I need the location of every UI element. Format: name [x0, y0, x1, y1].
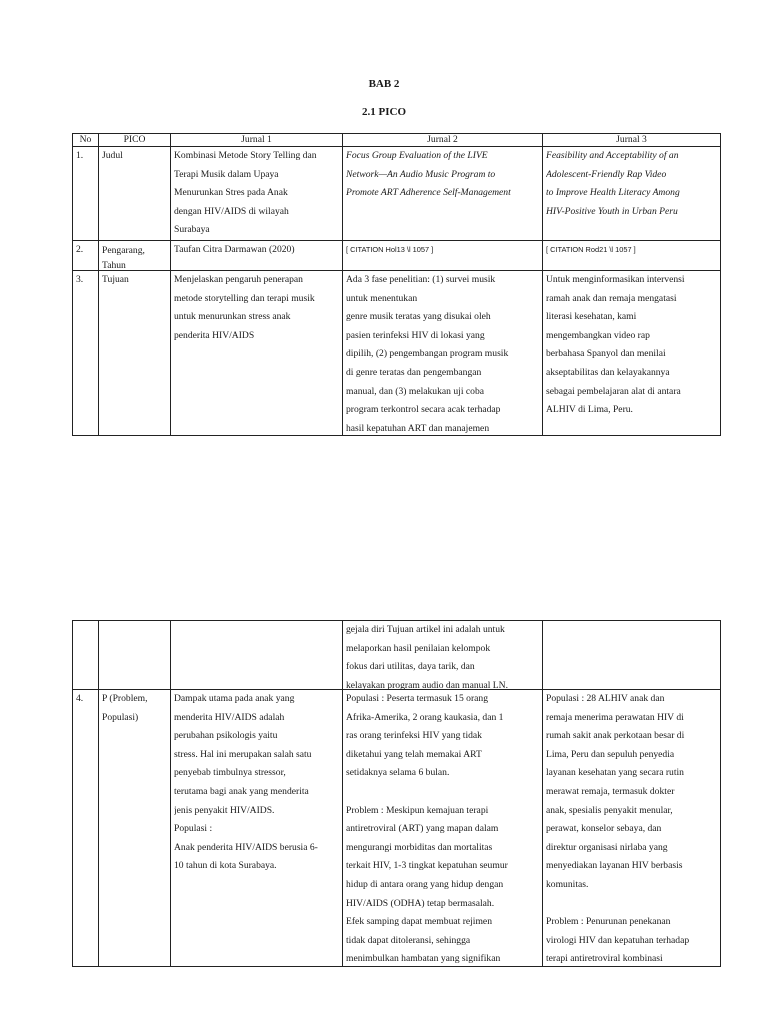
jurnal-1-author: Taufan Citra Darmawan (2020) — [174, 243, 295, 255]
pico-table — [72, 133, 721, 436]
pico-table-continued — [72, 620, 721, 967]
jurnal-3-tujuan: Untuk menginformasikan intervensi ramah anak dan remaja mengatasi literasi kesehatan, kami mengembangkan video rap berbahasa Spanyol dan menilai akseptabilitas dan kelayakannya sebagai pembelajaran alat di antara ALHIV di Lima, Peru. — [546, 273, 685, 416]
row-pico-label: P (Problem, Populasi) — [102, 693, 148, 723]
row-pico-label: Judul — [102, 150, 123, 161]
jurnal-2-continued: gejala diri Tujuan artikel ini adalah untuk melaporkan hasil penilaian kelompok fokus dari utilitas, daya tarik, dan kelayakan program audio dan manual LN. — [346, 624, 508, 689]
jurnal-1-problem-populasi: Dampak utama pada anak yang menderita HIV/AIDS adalah perubahan psikologis yaitu stress. Hal ini merupakan salah satu penyebab timbulnya stressor, terutama bagi anak yang menderita jenis penyakit HIV/AIDS. Populasi : Anak penderita HIV/AIDS berusia 6- 10 tahun di kota Surabaya. — [174, 693, 318, 872]
jurnal-2-citation: [ CITATION Hol13 \l 1057 ] — [346, 244, 434, 254]
row-number: 2. — [76, 243, 84, 255]
header-jurnal-3: Jurnal 3 — [543, 134, 721, 147]
section-heading: 2.1 PICO — [362, 106, 406, 118]
table-row-judul — [73, 147, 721, 241]
table-row-tujuan — [73, 270, 721, 435]
row-number: 3. — [76, 273, 84, 285]
row-number: 1. — [76, 150, 84, 161]
header-jurnal-2: Jurnal 2 — [343, 134, 543, 147]
table-row-continued — [73, 621, 721, 690]
jurnal-2-tujuan: Ada 3 fase penelitian: (1) survei musik untuk menentukan genre musik teratas yang disukai oleh pasien terinfeksi HIV di lokasi yang dipilih, (2) pengembangan program musik di genre teratas dan pengembangan manual, dan (3) melakukan uji coba program terkontrol secara acak terhadap hasil kepatuhan ART dan manajemen — [346, 273, 509, 434]
jurnal-2-title: Focus Group Evaluation of the LIVE Network—An Audio Music Program to Promote ART Adherence Self-Management — [346, 150, 511, 199]
jurnal-1-tujuan: Menjelaskan pengaruh penerapan metode storytelling dan terapi musik untuk menurunkan stress anak penderita HIV/AIDS — [174, 273, 315, 341]
header-jurnal-1: Jurnal 1 — [171, 134, 343, 147]
jurnal-3-problem-populasi: Populasi : 28 ALHIV anak dan remaja menerima perawatan HIV di rumah sakit anak perkotaan besar di Lima, Peru dan sepuluh penyedia layanan kesehatan yang secara rutin merawat remaja, termasuk dokter anak, spesialis penyakit menular, perawat, konselor sebaya, dan direktur organisasi nirlaba yang menyediakan layanan HIV berbasis komunitas. Problem : Penurunan penekanan virologi HIV dan kepatuhan terhadap terapi antiretroviral kombinasi — [546, 693, 690, 965]
row-pico-label: Tujuan — [102, 273, 129, 285]
header-no: No — [73, 134, 99, 147]
jurnal-1-title: Kombinasi Metode Story Telling dan Terapi Musik dalam Upaya Menurunkan Stres pada Anak dengan HIV/AIDS di wilayah Surabaya — [174, 150, 317, 236]
jurnal-2-problem-populasi: Populasi : Peserta termasuk 15 orang Afrika-Amerika, 2 orang kaukasia, dan 1 ras orang terinfeksi HIV yang tidak diketahui yang telah memakai ART setidaknya selama 6 bulan. Problem : Meskipun kemajuan terapi antiretroviral (ART) yang mapan dalam mengurangi morbiditas dan mortalitas terkait HIV, 1-3 tingkat kepatuhan seumur hidup di antara orang yang hidup dengan HIV/AIDS (ODHA) tetap bermasalah. Efek samping dapat membuat rejimen tidak dapat ditoleransi, sehingga menimbulkan hambatan yang signifikan — [346, 693, 508, 965]
table-header-row — [73, 134, 721, 147]
table-row-pengarang — [73, 240, 721, 270]
table-row-problem-populasi — [73, 690, 721, 967]
row-number: 4. — [76, 693, 84, 704]
chapter-heading: BAB 2 — [368, 78, 400, 90]
jurnal-3-citation: [ CITATION Rod21 \l 1057 ] — [546, 244, 636, 254]
header-pico: PICO — [99, 134, 171, 147]
row-pico-label: Pengarang, Tahun — [102, 244, 145, 269]
jurnal-3-title: Feasibility and Acceptability of an Adolescent-Friendly Rap Video to Improve Health Literacy Among HIV-Positive Youth in Urban Peru — [546, 150, 680, 217]
